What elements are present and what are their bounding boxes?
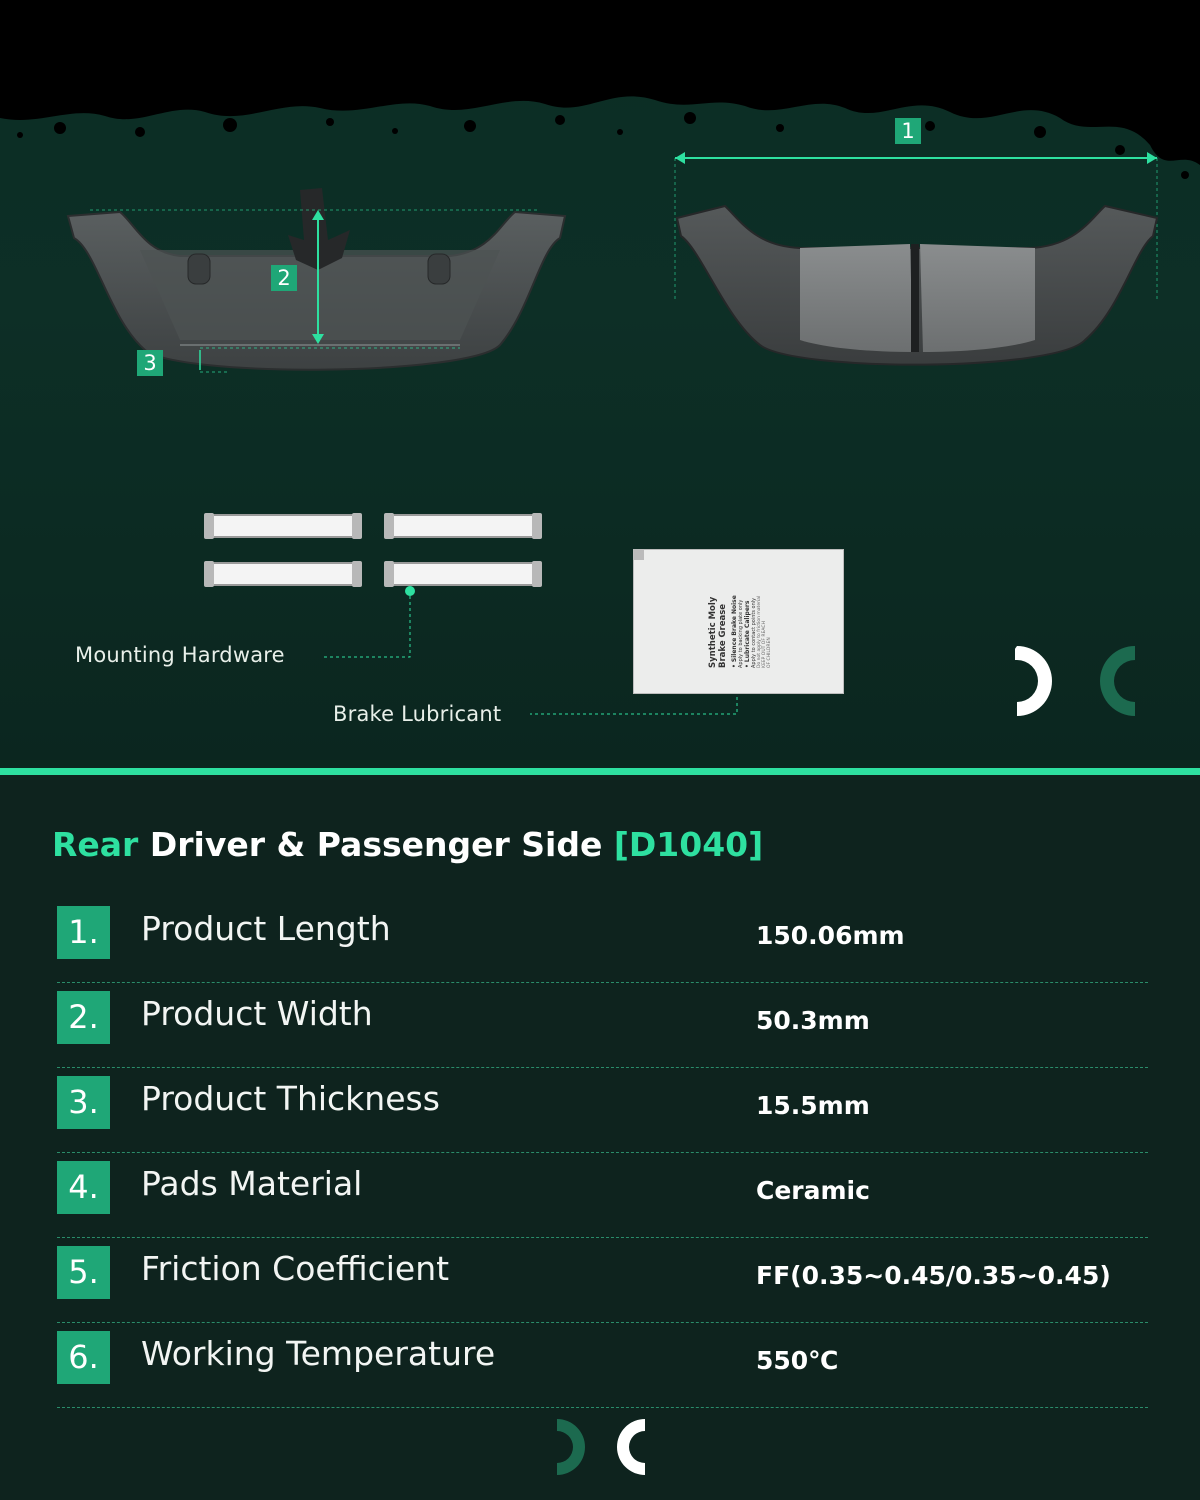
spec-row (57, 1067, 1148, 1153)
dimension-badge-thickness: 3 (137, 350, 163, 376)
packet-line-9: OF CHILDREN (767, 637, 772, 668)
spec-value: Ceramic (756, 1176, 870, 1205)
spec-number-badge: 6. (57, 1331, 110, 1384)
spec-label: Working Temperature (141, 1334, 496, 1373)
page-title (52, 825, 763, 864)
packet-line-7: Do not apply to friction material (757, 595, 762, 668)
spec-value: 150.06mm (756, 921, 905, 950)
spec-row (57, 1322, 1148, 1408)
spec-number-badge: 5. (57, 1246, 110, 1299)
spec-row (57, 897, 1148, 983)
title-part-code: [D1040] (613, 825, 764, 864)
packet-line-2: Brake Grease (718, 603, 728, 668)
spec-label: Pads Material (141, 1164, 363, 1203)
spec-number-badge: 4. (57, 1161, 110, 1214)
packet-line-4: Apply to backing plate only (738, 599, 744, 668)
brand-logo-icon (1015, 642, 1137, 720)
spec-row (57, 982, 1148, 1068)
spec-value: 15.5mm (756, 1091, 870, 1120)
brake-lubricant-packet (633, 549, 844, 694)
packet-line-1: Synthetic Moly (708, 596, 718, 668)
spec-value: 550℃ (756, 1346, 839, 1375)
spec-row (57, 1237, 1148, 1323)
packet-text-rotated (708, 556, 772, 668)
packet-line-5: • Lubricate Calipers (744, 600, 751, 668)
title-position: Rear (52, 825, 139, 864)
spec-label: Product Width (141, 994, 373, 1033)
spec-number-badge: 2. (57, 991, 110, 1044)
packet-line-8: KEEP OUT OF REACH (762, 621, 767, 668)
section-divider (0, 768, 1200, 775)
brand-logo-footer-icon (555, 1417, 647, 1477)
brake-lubricant-label: Brake Lubricant (333, 702, 502, 726)
spec-value: FF(0.35~0.45/0.35~0.45) (756, 1261, 1111, 1290)
mounting-hardware-label: Mounting Hardware (75, 643, 285, 667)
dimension-badge-width: 2 (271, 265, 297, 291)
title-side: Driver & Passenger Side (149, 825, 603, 864)
packet-line-6: Apply to contact points only (751, 597, 757, 668)
spec-label: Product Length (141, 909, 391, 948)
spec-number-badge: 3. (57, 1076, 110, 1129)
dimension-badge-length: 1 (895, 118, 921, 144)
spec-label: Product Thickness (141, 1079, 440, 1118)
spec-row (57, 1152, 1148, 1238)
spec-number-badge: 1. (57, 906, 110, 959)
spec-value: 50.3mm (756, 1006, 870, 1035)
spec-label: Friction Coefficient (141, 1249, 450, 1288)
packet-corner (634, 550, 644, 560)
packet-line-3: • Silence Brake Noise (731, 595, 738, 668)
